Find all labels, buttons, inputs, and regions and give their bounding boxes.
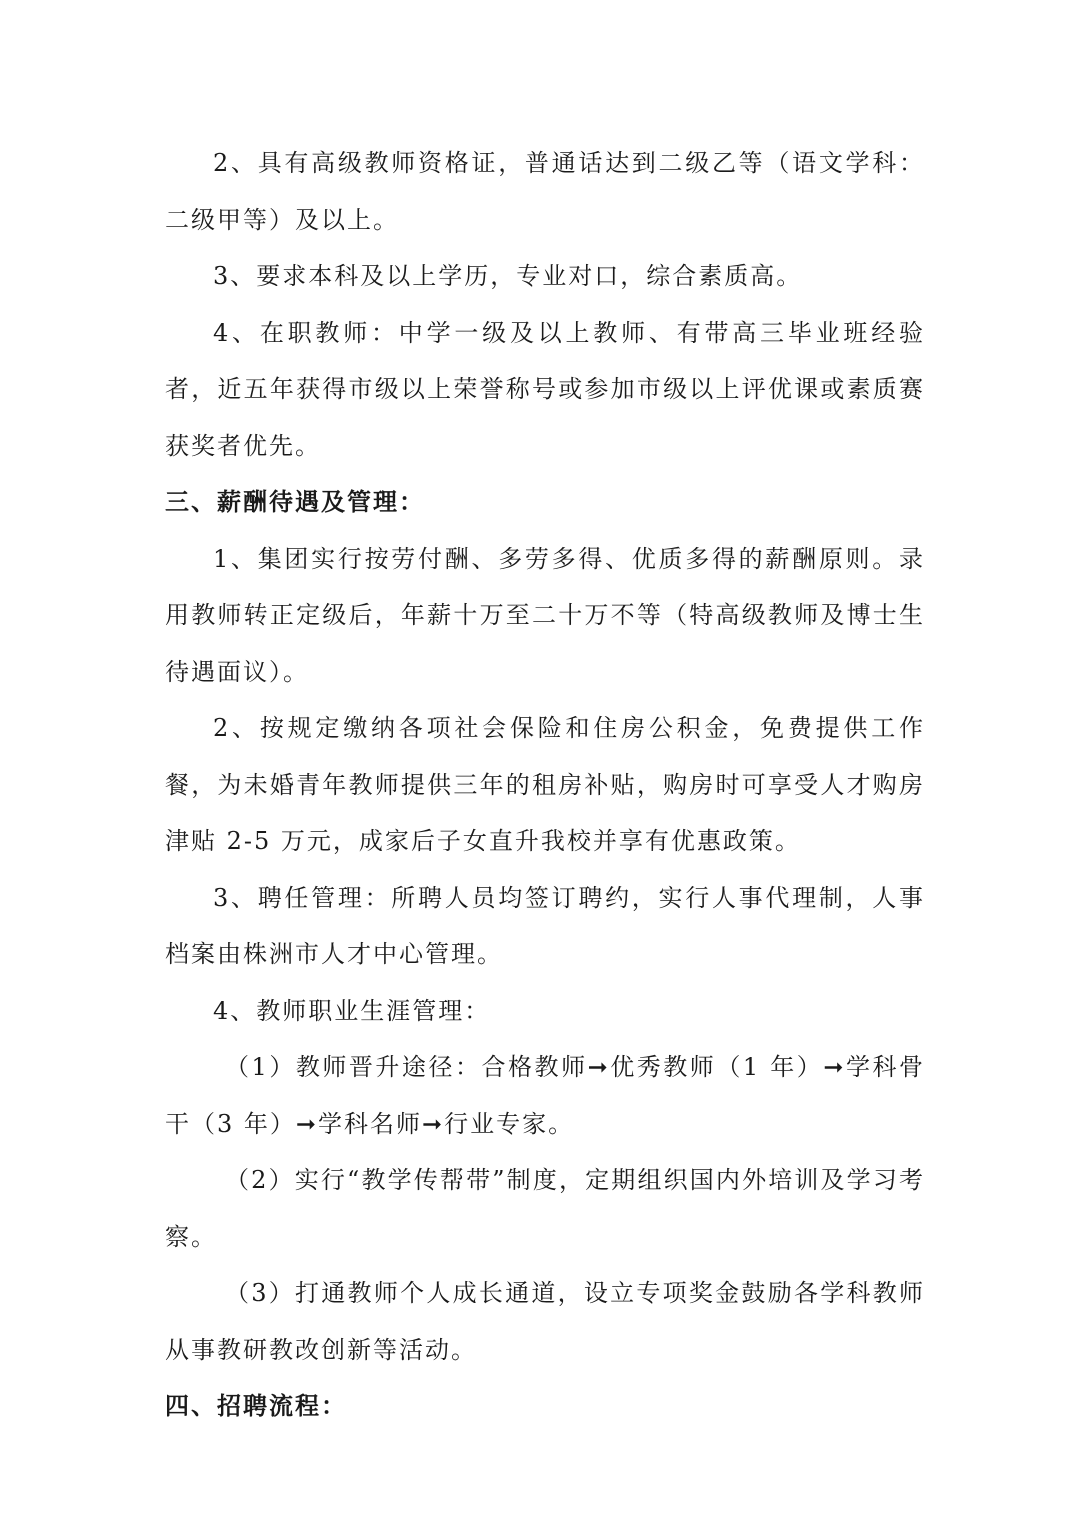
requirement-2: 2、具有高级教师资格证，普通话达到二级乙等（语文学科：二级甲等）及以上。 xyxy=(165,149,925,234)
career-subitem-1: （1）教师晋升途径：合格教师➞优秀教师（1 年）➞学科骨干（3 年）➞学科名师➞行业专家。 xyxy=(165,1053,925,1138)
salary-item-3: 3、聘任管理：所聘人员均签订聘约，实行人事代理制，人事档案由株洲市人才中心管理。 xyxy=(165,883,925,968)
salary-item-2: 2、按规定缴纳各项社会保险和住房公积金，免费提供工作餐，为未婚青年教师提供三年的租房补贴，购房时可享受人才购房津贴 2-5 万元，成家后子女直升我校并享有优惠政策。 xyxy=(165,714,925,855)
salary-item-1: 1、集团实行按劳付酬、多劳多得、优质多得的薪酬原则。录用教师转正定级后，年薪十万至二十万不等（特高级教师及博士生待遇面议）。 xyxy=(165,544,925,686)
document-body xyxy=(165,135,925,1435)
section-heading-salary: 三、薪酬待遇及管理： xyxy=(165,488,425,516)
section-heading-process: 四、招聘流程： xyxy=(165,1392,347,1420)
requirement-4: 4、在职教师：中学一级及以上教师、有带高三毕业班经验者，近五年获得市级以上荣誉称号或参加市级以上评优课或素质赛获奖者优先。 xyxy=(165,318,925,460)
career-subitem-3: （3）打通教师个人成长通道，设立专项奖金鼓励各学科教师从事教研教改创新等活动。 xyxy=(165,1279,925,1364)
salary-item-4: 4、教师职业生涯管理： xyxy=(213,996,491,1025)
requirement-3: 3、要求本科及以上学历，专业对口，综合素质高。 xyxy=(213,262,803,290)
career-subitem-2: （2）实行“教学传帮带”制度，定期组织国内外培训及学习考察。 xyxy=(165,1166,925,1251)
